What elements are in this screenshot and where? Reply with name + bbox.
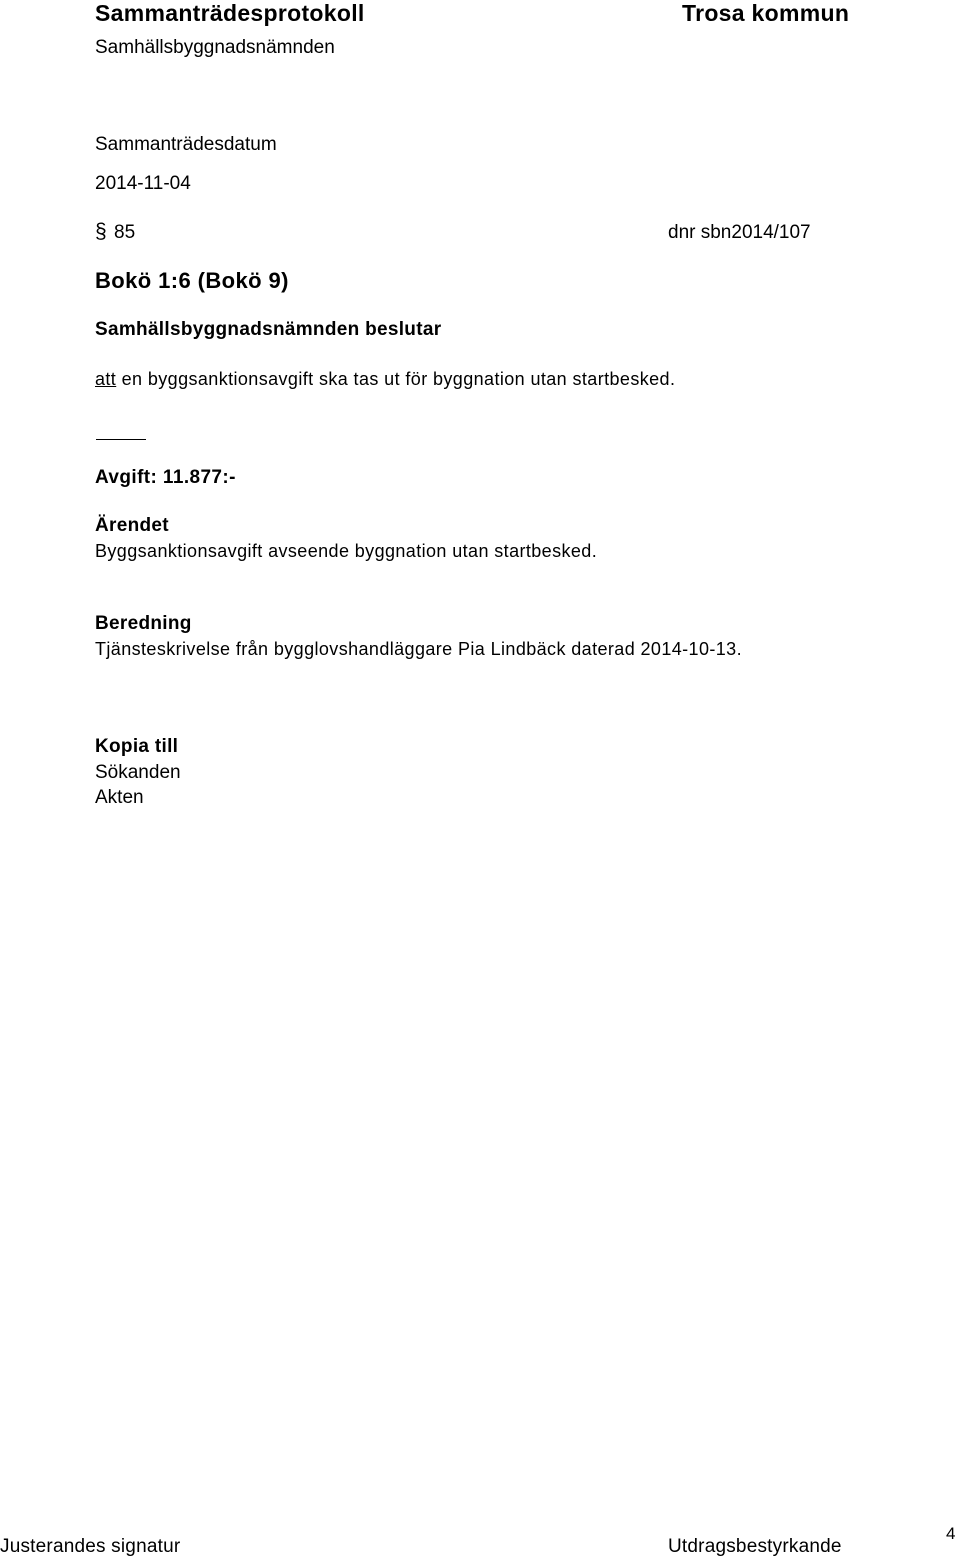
- decision-heading: Samhällsbyggnadsnämnden beslutar: [95, 319, 442, 340]
- decision-text: [95, 369, 675, 390]
- case-title: Bokö 1:6 (Bokö 9): [95, 268, 289, 293]
- copy-recipient: Akten: [95, 787, 144, 808]
- fee-amount: Avgift: 11.877:-: [95, 467, 236, 488]
- meeting-date-label: Sammanträdesdatum: [95, 134, 277, 155]
- paragraph-sign: §: [95, 220, 107, 243]
- decision-att: att: [95, 369, 117, 389]
- preparation-text: Tjänsteskrivelse från bygglovshandläggare Pia Lindbäck daterad 2014-10-13.: [95, 639, 742, 659]
- diary-number: dnr sbn2014/107: [668, 222, 811, 243]
- matter-text: Byggsanktionsavgift avseende byggnation utan startbesked.: [95, 541, 598, 561]
- matter-heading: Ärendet: [95, 515, 169, 536]
- document-title: Sammanträdesprotokoll: [95, 0, 365, 26]
- meeting-date-value: 2014-11-04: [95, 173, 191, 194]
- separator-line: [96, 439, 146, 440]
- decision-body: en byggsanktionsavgift ska tas ut för byggnation utan startbesked.: [116, 369, 676, 389]
- copy-to-heading: Kopia till: [95, 736, 179, 757]
- footer-signature-label: Justerandes signatur: [0, 1536, 181, 1557]
- footer-certification-label: Utdragsbestyrkande: [668, 1536, 842, 1557]
- copy-recipient: Sökanden: [95, 762, 181, 783]
- committee-name: Samhällsbyggnadsnämnden: [95, 37, 335, 58]
- organization-name: Trosa kommun: [682, 0, 850, 26]
- paragraph-number: 85: [114, 222, 136, 243]
- preparation-heading: Beredning: [95, 613, 192, 634]
- page-number: 4: [946, 1524, 956, 1543]
